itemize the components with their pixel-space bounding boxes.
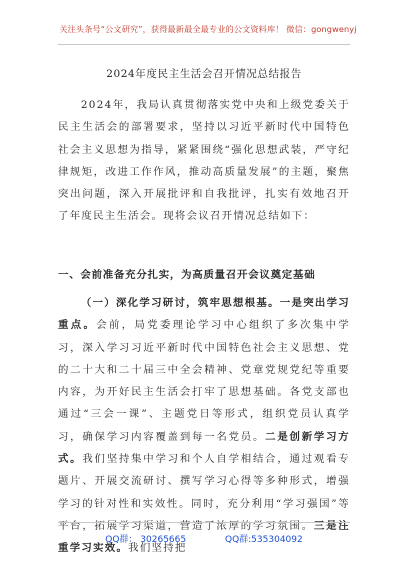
footer-divider	[58, 522, 350, 523]
point2-label: 二是创新学习方式。	[58, 430, 350, 466]
footer-qq-group-1: QQ群： 30265665	[105, 535, 187, 545]
point3-label: 三是注重学习实效。	[58, 519, 350, 555]
intro-text: 2024年，我局认真贯彻落实党中央和上级党委关于民主生活会的部署要求，坚持以习近平新时代中国特色社会主义思想为指导，紧紧围绕“强化思想武装，严守纪律规矩，改进工作作风，推动高质量发展”的主题，聚焦突出问题，深入开展批评和自我批评，扎实有效地召开了年度民主生活会。现将会议召开情况总结如下：	[58, 99, 350, 223]
header-banner: 关注头条号“公文研究”，获得最新最全最专业的公文资料库！ 微信：gongwenyj	[59, 24, 357, 34]
footer	[0, 532, 408, 545]
point1-label: 一是突出学习重点。	[58, 297, 350, 332]
point1-text: 会前，局党委理论学习中心组织了多次集中学习，深入学习习近平新时代中国特色社会主义思想、党的二十大和二十届三中全会精神、党章党规党纪等重要内容，为开好民主生活会打牢了思想基础。各党支部也通过“三会一课”、主题党日等形式，组织党员认真学习，确保学习内容覆盖到每一名党员。	[58, 319, 351, 443]
intro-paragraph	[58, 94, 350, 228]
subsection-lead: （一）深化学习研讨，筑牢思想根基。	[80, 297, 280, 309]
point2-text: 我们坚持集中学习和个人自学相结合，通过观看专题片、开展交流研讨、撰写学习心得等多种形式，增强学习的针对性和实效性。同时，充分利用“学习强国”等平台，拓展学习渠道，营造了浓厚的学习氛围。	[58, 453, 350, 532]
header-divider	[58, 44, 350, 45]
point3-text: 我们坚持把	[128, 542, 187, 555]
section-heading-1: 一、会前准备充分扎实，为高质量召开会议奠定基础	[58, 269, 316, 281]
footer-qq-group-2: QQ群:535304092	[224, 535, 303, 545]
document-title: 2024年度民主生活会召开情况总结报告	[106, 68, 302, 80]
subsection-paragraph	[58, 292, 350, 560]
